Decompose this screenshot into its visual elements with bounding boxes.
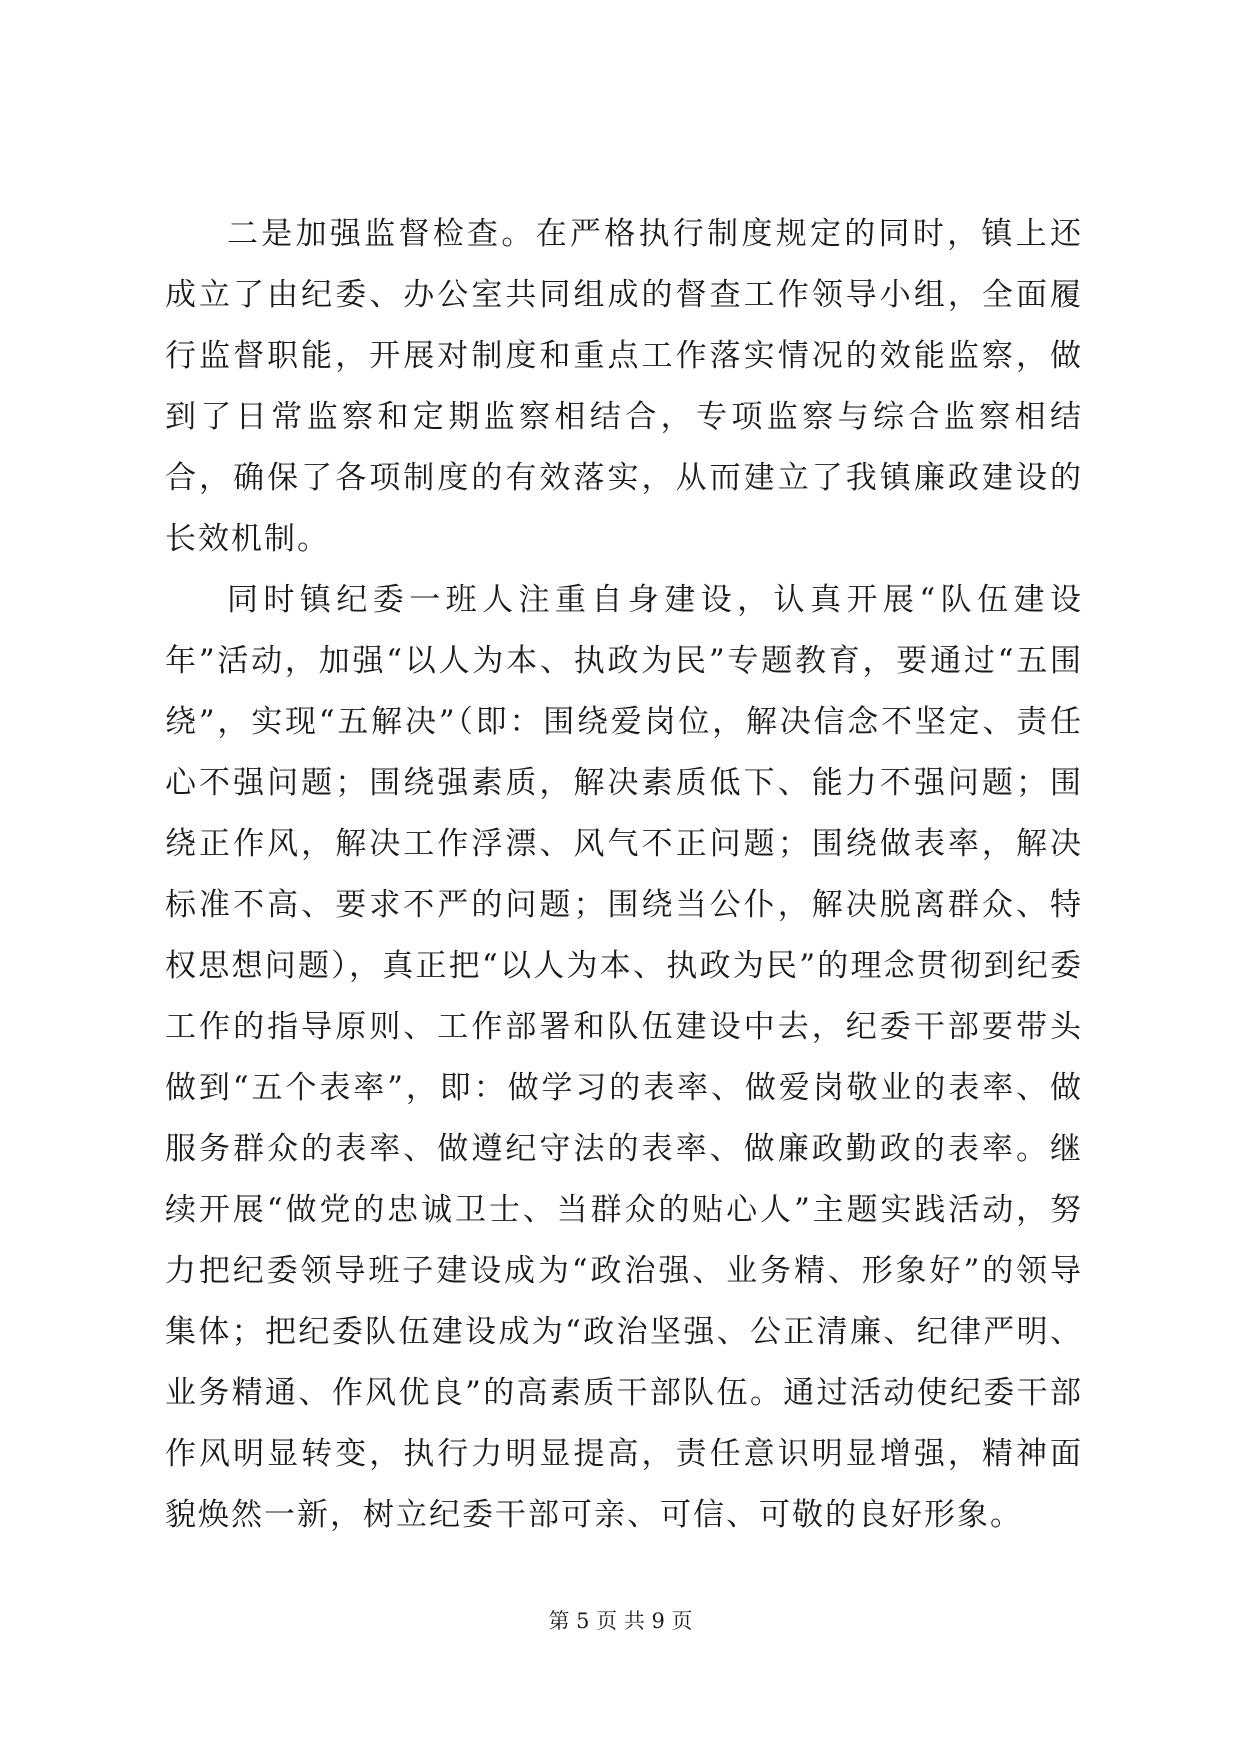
paragraph-self-building: 同时镇纪委一班人注重自身建设，认真开展“队伍建设年”活动，加强“以人为本、执政为民”专题教育，要通过“五围绕”，实现“五解决”（即：围绕爱岗位，解决信念不坚定、责任心不强问题；围绕强素质，解决素质低下、能力不强问题；围绕正作风，解决工作浮漂、风气不正问题；围绕做表率，解决标准不高、要求不严的问题；围绕当公仆，解决脱离群众、特权思想问题），真正把“以人为本、执政为民”的理念贯彻到纪委工作的指导原则、工作部署和队伍建设中去，纪委干部要带头做到“五个表率”，即：做学习的表率、做爱岗敬业的表率、做服务群众的表率、做遵纪守法的表率、做廉政勤政的表率。继续开展“做党的忠诚卫士、当群众的贴心人”主题实践活动，努力把纪委领导班子建设成为“政治强、业务精、形象好”的领导集体；把纪委队伍建设成为“政治坚强、公正清廉、纪律严明、业务精通、作风优良”的高素质干部队伍。通过活动使纪委干部作风明显转变，执行力明显提高，责任意识明显增强，精神面貌焕然一新，树立纪委干部可亲、可信、可敬的良好形象。 — [165, 582, 1083, 1533]
page-footer — [0, 1606, 1241, 1636]
paragraph-supervision: 二是加强监督检查。在严格执行制度规定的同时，镇上还成立了由纪委、办公室共同组成的督查工作领导小组，全面履行监督职能，开展对制度和重点工作落实情况的效能监察，做到了日常监察和定期监察相结合，专项监察与综合监察相结合，确保了各项制度的有效落实，从而建立了我镇廉政建设的长效机制。 — [165, 216, 1083, 557]
document-body — [165, 204, 1083, 1546]
page-number: 第 5 页 共 9 页 — [548, 1609, 693, 1633]
